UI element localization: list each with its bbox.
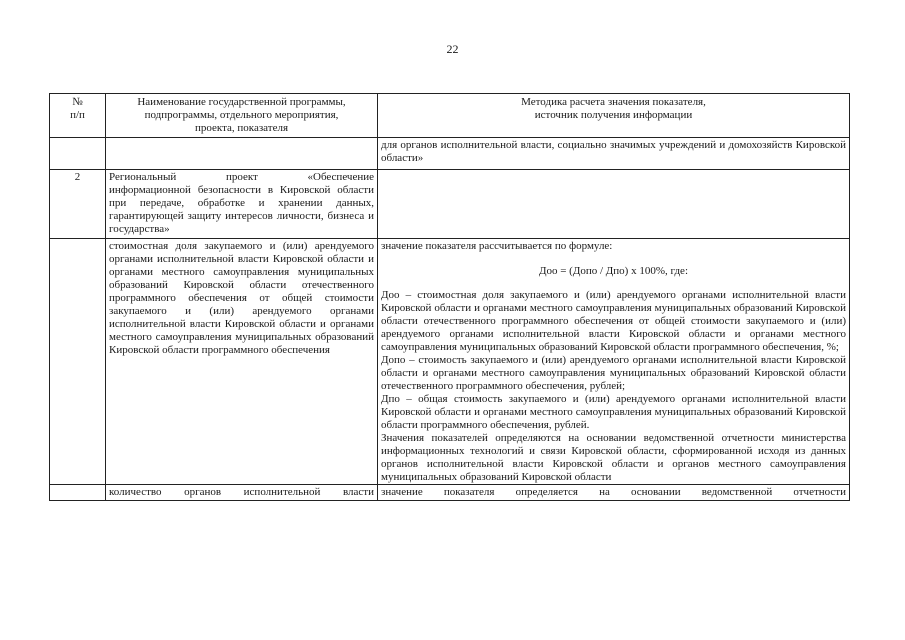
header-number: № п/п — [50, 94, 106, 138]
formula-intro: значение показателя рассчитывается по формуле: — [381, 240, 613, 252]
indicator-table — [49, 93, 850, 501]
definition-dopo: Допо – стоимость закупаемого и (или) арендуемого органами исполнительной власти Кировской области и органами местного самоуправления муниципальных образований Кировской области отечественного программного обеспечения, рублей; — [381, 354, 846, 392]
cell-empty — [50, 138, 106, 170]
project-name-line1: Региональный проект «Обеспечение — [109, 171, 374, 183]
next-indicator-method: значение показателя определяется на основании ведомственной отчетности — [378, 485, 850, 501]
source-note: Значения показателей определяются на основании ведомственной отчетности министерства информационных технологий и связи Кировской области, сформированной исходя из данных органов исполнительной власти Кировской области и органов местного самоуправления муниципальных образований Кировской области — [381, 432, 846, 483]
header-method: Методика расчета значения показателя, источник получения информации — [378, 94, 850, 138]
next-indicator-name: количество органов исполнительной власти — [106, 485, 378, 501]
cell-empty — [50, 239, 106, 485]
table-row — [50, 239, 850, 485]
row-number: 2 — [50, 170, 106, 239]
cell-empty — [50, 485, 106, 501]
table-row — [50, 138, 850, 170]
table-row — [50, 170, 850, 239]
definition-dpo: Дпо – общая стоимость закупаемого и (или) арендуемого органами исполнительной власти Кировской области и органами местного самоуправления муниципальных образований Кировской области программного обеспечения, рублей. — [381, 393, 846, 431]
indicator-name: стоимостная доля закупаемого и (или) арендуемого органами исполнительной власти Кировской области и органами местного самоуправления муниципальных образований Кировской области отечественного программного обеспечения от общей стоимости закупаемого и (или) арендуемого органами исполнительной власти Кировской области и органами местного самоуправления муниципальных образований Кировской области программного обеспечения — [106, 239, 378, 485]
table-header-row — [50, 94, 850, 138]
indicator-method — [378, 239, 850, 485]
header-name: Наименование государственной программы, подпрограммы, отдельного мероприятия, проекта, показателя — [106, 94, 378, 138]
project-name — [106, 170, 378, 239]
definition-doo: Доо – стоимостная доля закупаемого и (или) арендуемого органами исполнительной власти Кировской области и органами местного самоуправления муниципальных образований Кировской области отечественного программного обеспечения от общей стоимости закупаемого и (или) арендуемого органами исполнительной власти Кировской области и органами местного самоуправления муниципальных образований Кировской области программного обеспечения, %; — [381, 289, 846, 353]
page-number: 22 — [446, 42, 459, 56]
formula: Доо = (Допо / Дпо) х 100%, где: — [538, 265, 689, 277]
project-name-rest: информационной безопасности в Кировской области при передаче, обработке и хранении данных, гарантирующей защиту интересов личности, бизнеса и государства» — [109, 184, 374, 235]
continuation-text: для органов исполнительной власти, социально значимых учреждений и домохозяйств Кировской области» — [378, 138, 850, 170]
table-row — [50, 485, 850, 501]
cell-empty — [106, 138, 378, 170]
cell-empty — [378, 170, 850, 239]
